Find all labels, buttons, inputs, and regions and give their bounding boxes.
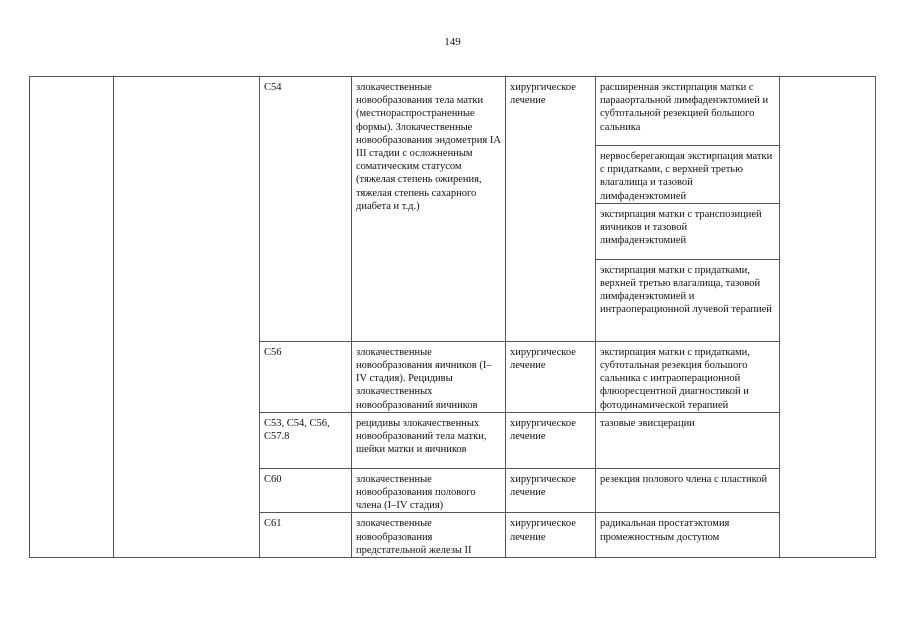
icd-code-cell: C60 bbox=[260, 468, 352, 513]
icd-code-cell: C53, C54, C56, C57.8 bbox=[260, 412, 352, 468]
diagnosis-cell: злокачественные новообразования предстательной железы II bbox=[352, 513, 506, 558]
method-cell: экстирпация матки с придатками, верхней третью влагалища, тазовой лимфаденэктомией и интраоперационной лучевой терапией bbox=[596, 259, 780, 341]
icd-code-cell: C54 bbox=[260, 77, 352, 342]
diagnosis-cell: рецидивы злокачественных новообразований тела матки, шейки матки и яичников bbox=[352, 412, 506, 468]
treatment-cell: хирургическое лечение bbox=[506, 341, 596, 412]
method-cell: экстирпация матки с транспозицией яичников и тазовой лимфаденэктомией bbox=[596, 203, 780, 259]
method-cell: тазовые эвисцерации bbox=[596, 412, 780, 468]
treatment-cell: хирургическое лечение bbox=[506, 468, 596, 513]
table-row bbox=[30, 77, 876, 146]
page-number: 149 bbox=[444, 36, 461, 48]
icd-code-cell: C56 bbox=[260, 341, 352, 412]
diagnosis-cell: злокачественные новообразования тела матки (местнораспространенные формы). Злокачественные новообразования эндометрия IA III стадии с осложненным соматическим статусом (тяжелая степень ожирения, тяжелая степень сахарного диабета и т.д.) bbox=[352, 77, 506, 342]
method-cell: экстирпация матки с придатками, субтотальная резекция большого сальника с интраоперационной флюоресцентной диагностикой и фотодинамической терапией bbox=[596, 341, 780, 412]
empty-cell bbox=[30, 77, 114, 558]
method-cell: нервосберегающая экстирпация матки с придатками, с верхней третью влагалища и тазовой лимфаденэктомией bbox=[596, 146, 780, 204]
icd-code-cell: C61 bbox=[260, 513, 352, 558]
method-cell: расширенная экстирпация матки с парааортальной лимфаденэктомией и субтотальной резекцией большого сальника bbox=[596, 77, 780, 146]
empty-cell bbox=[114, 77, 260, 558]
method-cell: радикальная простатэктомия промежностным доступом bbox=[596, 513, 780, 558]
diagnosis-cell: злокачественные новообразования яичников (I–IV стадия). Рецидивы злокачественных новообразований яичников bbox=[352, 341, 506, 412]
treatment-cell: хирургическое лечение bbox=[506, 513, 596, 558]
empty-cell bbox=[780, 77, 876, 558]
method-cell: резекция полового члена с пластикой bbox=[596, 468, 780, 513]
treatment-cell: хирургическое лечение bbox=[506, 412, 596, 468]
procedure-table bbox=[29, 76, 876, 558]
diagnosis-cell: злокачественные новообразования полового члена (I–IV стадия) bbox=[352, 468, 506, 513]
treatment-cell: хирургическое лечение bbox=[506, 77, 596, 342]
